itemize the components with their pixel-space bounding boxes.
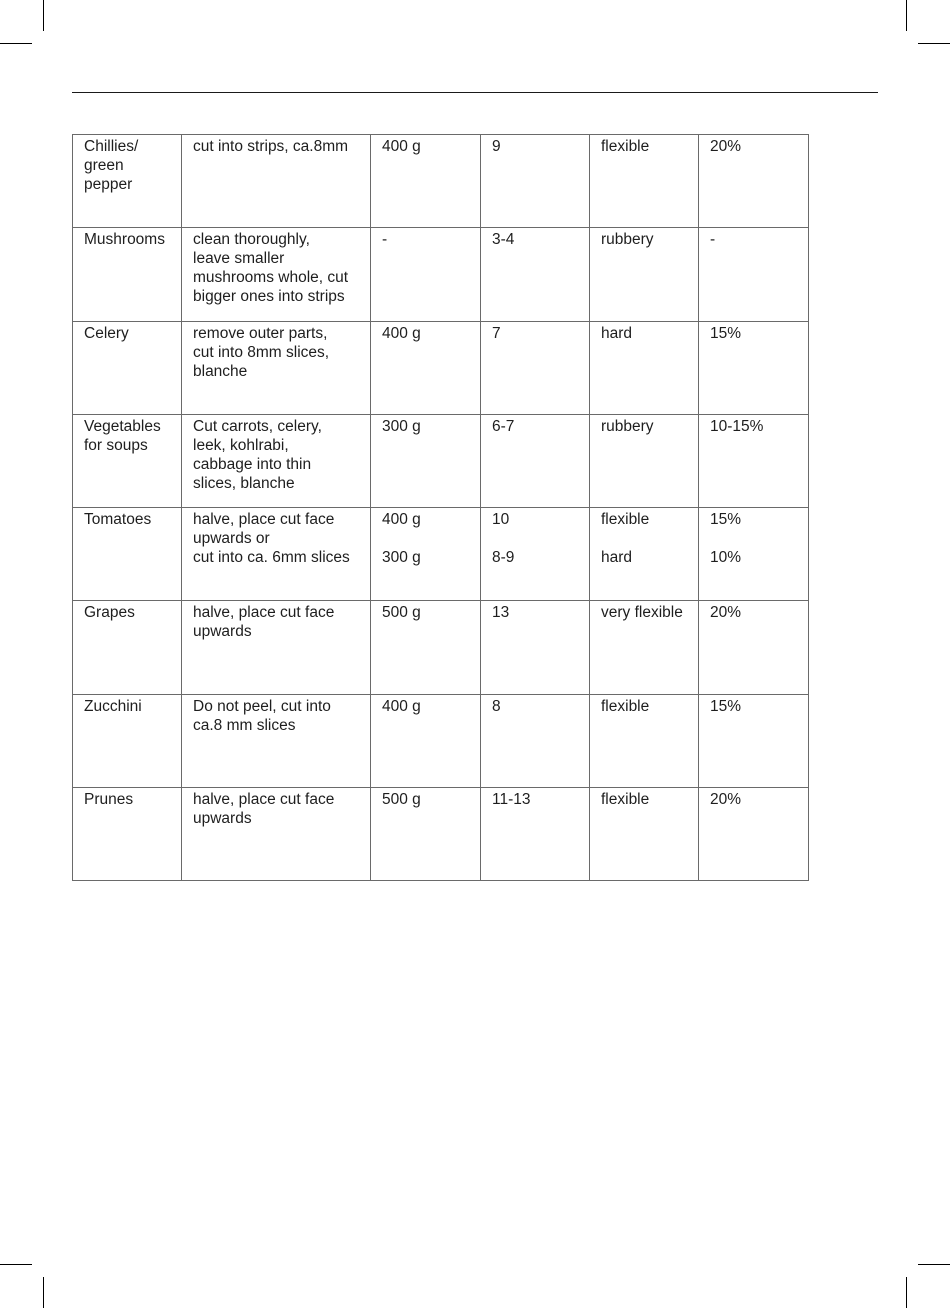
remaining-cell: 20% xyxy=(699,788,809,881)
crop-mark-top-right-horizontal xyxy=(918,43,950,44)
food-cell: Zucchini xyxy=(73,694,182,787)
header-rule xyxy=(72,92,878,93)
food-cell: Grapes xyxy=(73,601,182,694)
texture-cell: flexible xyxy=(590,135,699,228)
food-cell: Mushrooms xyxy=(73,228,182,321)
time-cell: 9 xyxy=(481,135,590,228)
table-row xyxy=(73,228,809,321)
crop-mark-top-left-horizontal xyxy=(0,43,32,44)
preparation-cell: halve, place cut face upwards xyxy=(182,601,371,694)
crop-mark-bottom-right-vertical xyxy=(906,1277,907,1308)
texture-cell: rubbery xyxy=(590,228,699,321)
food-cell: Vegetables for soups xyxy=(73,414,182,507)
preparation-cell: halve, place cut face upwards or cut into ca. 6mm slices xyxy=(182,508,371,601)
texture-cell: very flexible xyxy=(590,601,699,694)
table-row xyxy=(73,135,809,228)
crop-mark-top-right-vertical xyxy=(906,0,907,31)
preparation-cell: cut into strips, ca.8mm xyxy=(182,135,371,228)
time-cell: 10 8-9 xyxy=(481,508,590,601)
time-cell: 3-4 xyxy=(481,228,590,321)
preparation-cell: remove outer parts, cut into 8mm slices, blanche xyxy=(182,321,371,414)
food-cell: Chillies/ green pepper xyxy=(73,135,182,228)
preparation-cell: halve, place cut face upwards xyxy=(182,788,371,881)
remaining-cell: 20% xyxy=(699,601,809,694)
preparation-cell: Cut carrots, celery, leek, kohlrabi, cabbage into thin slices, blanche xyxy=(182,414,371,507)
preparation-cell: clean thoroughly, leave smaller mushrooms whole, cut bigger ones into strips xyxy=(182,228,371,321)
time-cell: 8 xyxy=(481,694,590,787)
drying-table xyxy=(72,134,809,881)
time-cell: 13 xyxy=(481,601,590,694)
texture-cell: flexible xyxy=(590,788,699,881)
quantity-cell: 400 g 300 g xyxy=(371,508,481,601)
quantity-cell: 400 g xyxy=(371,694,481,787)
quantity-cell: 400 g xyxy=(371,321,481,414)
table-row xyxy=(73,601,809,694)
table-row xyxy=(73,788,809,881)
quantity-cell: - xyxy=(371,228,481,321)
crop-mark-bottom-left-vertical xyxy=(43,1277,44,1308)
preparation-cell: Do not peel, cut into ca.8 mm slices xyxy=(182,694,371,787)
remaining-cell: 15% 10% xyxy=(699,508,809,601)
remaining-cell: 15% xyxy=(699,694,809,787)
table-row xyxy=(73,414,809,507)
remaining-cell: 10-15% xyxy=(699,414,809,507)
crop-mark-bottom-left-horizontal xyxy=(0,1264,32,1265)
crop-mark-top-left-vertical xyxy=(43,0,44,31)
quantity-cell: 300 g xyxy=(371,414,481,507)
quantity-cell: 400 g xyxy=(371,135,481,228)
food-cell: Celery xyxy=(73,321,182,414)
food-cell: Tomatoes xyxy=(73,508,182,601)
table-row xyxy=(73,694,809,787)
texture-cell: flexible xyxy=(590,694,699,787)
food-cell: Prunes xyxy=(73,788,182,881)
quantity-cell: 500 g xyxy=(371,788,481,881)
texture-cell: rubbery xyxy=(590,414,699,507)
time-cell: 7 xyxy=(481,321,590,414)
time-cell: 6-7 xyxy=(481,414,590,507)
time-cell: 11-13 xyxy=(481,788,590,881)
table-row xyxy=(73,321,809,414)
texture-cell: hard xyxy=(590,321,699,414)
remaining-cell: - xyxy=(699,228,809,321)
remaining-cell: 20% xyxy=(699,135,809,228)
remaining-cell: 15% xyxy=(699,321,809,414)
table-row xyxy=(73,508,809,601)
texture-cell: flexible hard xyxy=(590,508,699,601)
quantity-cell: 500 g xyxy=(371,601,481,694)
crop-mark-bottom-right-horizontal xyxy=(918,1264,950,1265)
